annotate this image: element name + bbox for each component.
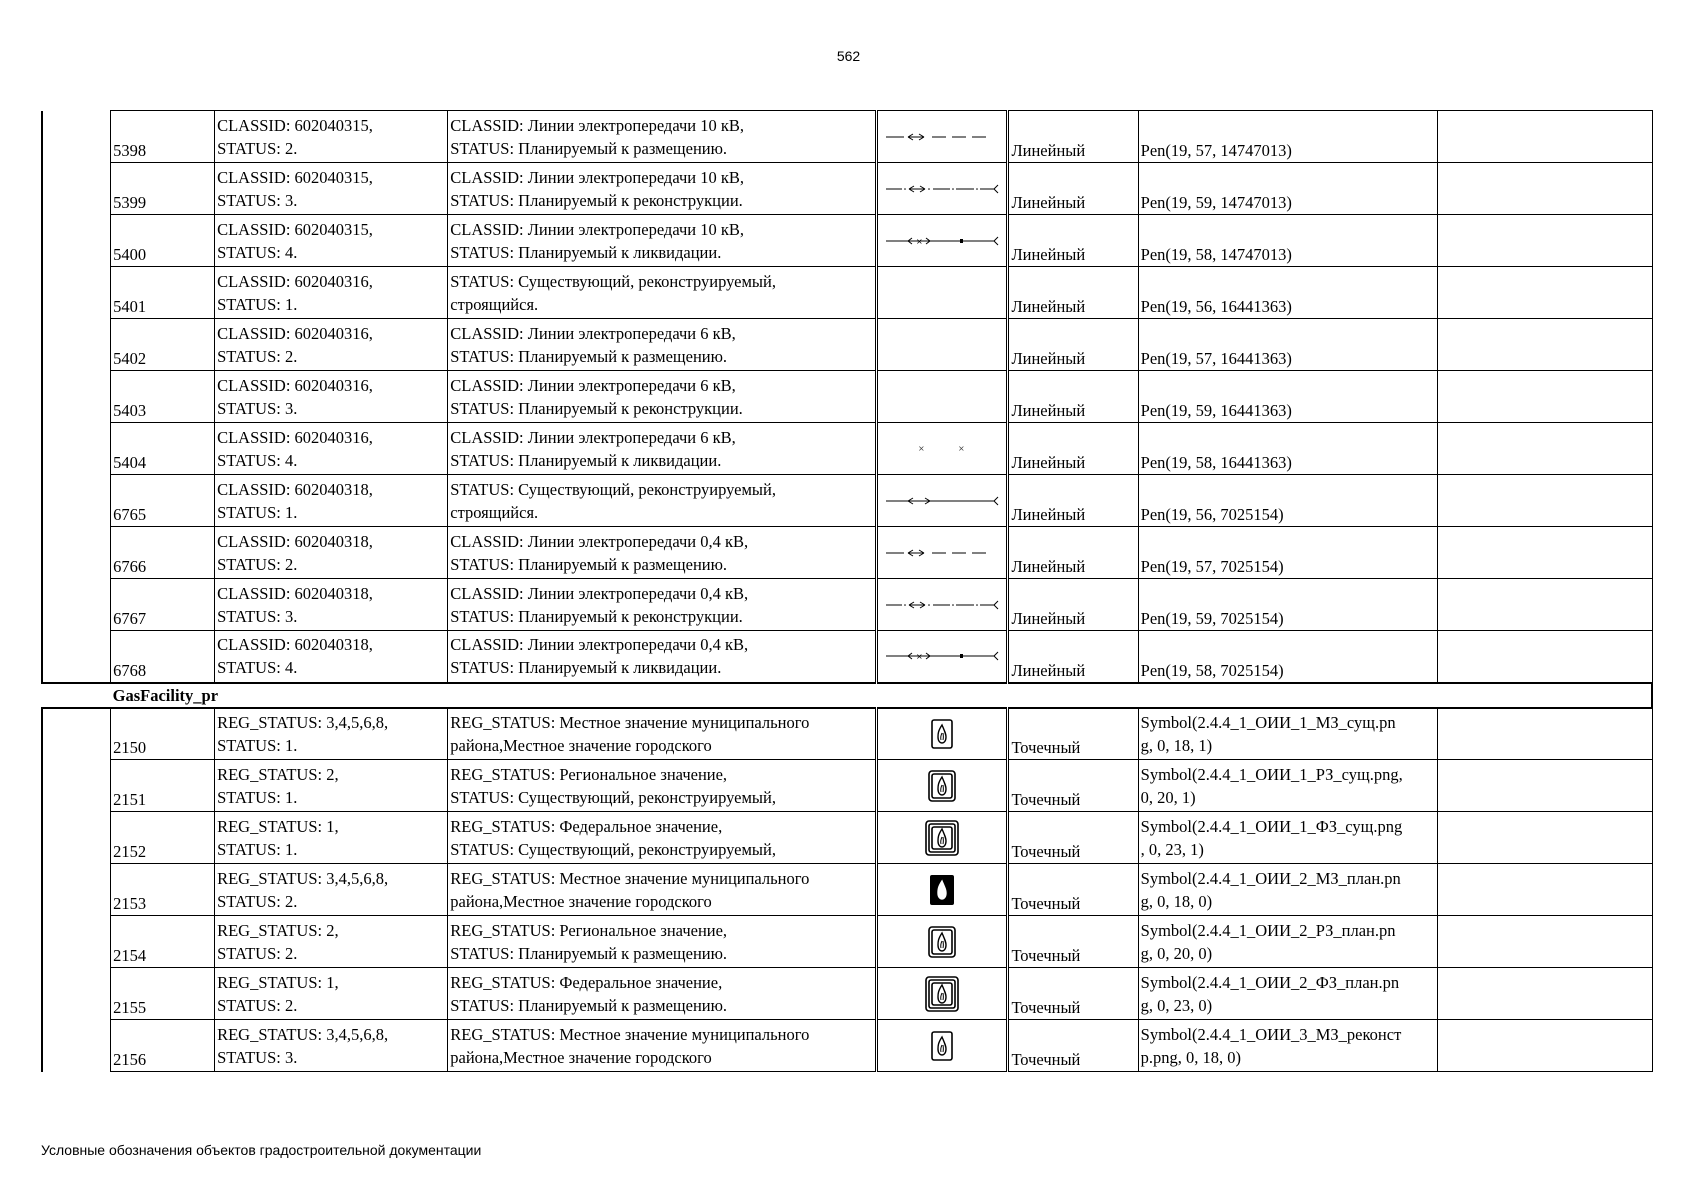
style-definition: Pen(19, 57, 7025154): [1138, 527, 1438, 579]
attribute-description: [448, 267, 877, 319]
extra-cell: [1438, 760, 1652, 812]
geometry-type: Линейный: [1008, 267, 1138, 319]
attribute-description-line1: STATUS: Существующий, реконструируемый,: [450, 271, 776, 291]
table-row: [42, 111, 1652, 163]
attribute-description-line2: STATUS: Планируемый к размещению.: [450, 138, 728, 158]
attribute-code-line1: CLASSID: 602040315,: [217, 115, 373, 135]
attribute-description: [448, 760, 877, 812]
extra-cell: [1438, 631, 1652, 683]
attribute-description-line1: REG_STATUS: Региональное значение,: [450, 764, 728, 784]
style-definition: Pen(19, 59, 7025154): [1138, 579, 1438, 631]
attribute-code-line1: REG_STATUS: 3,4,5,6,8,: [217, 712, 389, 732]
attribute-code: [215, 968, 448, 1020]
style-definition-line2: g, 0, 18, 0): [1140, 891, 1213, 911]
attribute-code: [215, 631, 448, 683]
symbol-cell: [877, 708, 1008, 760]
style-definition: Pen(19, 56, 16441363): [1138, 267, 1438, 319]
attribute-description: [448, 527, 877, 579]
row-gutter: [42, 708, 111, 760]
attribute-code-line2: STATUS: 3.: [217, 606, 298, 626]
row-gutter: [42, 215, 111, 267]
attribute-description-line2: STATUS: Планируемый к размещению.: [450, 995, 728, 1015]
attribute-code-line1: REG_STATUS: 2,: [217, 920, 339, 940]
style-definition: [1138, 812, 1438, 864]
line-reconstruct-icon: [882, 590, 1002, 620]
gas-regional-planned-icon: [922, 922, 962, 962]
gas-federal-planned-icon: [922, 974, 962, 1014]
section-label: GasFacility_pr: [111, 683, 1652, 708]
attribute-code-line2: STATUS: 4.: [217, 658, 298, 678]
section-gutter: [42, 683, 111, 708]
attribute-code-line2: STATUS: 2.: [217, 554, 298, 574]
line-liquidate-icon: [882, 641, 1002, 671]
extra-cell: [1438, 708, 1652, 760]
style-definition-line1: Symbol(2.4.4_1_ОИИ_1_МЗ_сущ.pn: [1140, 712, 1396, 732]
style-definition-line2: р.png, 0, 18, 0): [1140, 1047, 1242, 1067]
attribute-code-line2: STATUS: 1.: [217, 502, 298, 522]
attribute-code-line1: REG_STATUS: 3,4,5,6,8,: [217, 868, 389, 888]
geometry-type: Линейный: [1008, 163, 1138, 215]
attribute-code-line2: STATUS: 2.: [217, 891, 298, 911]
page-footer: Условные обозначения объектов градостроительной документации: [41, 1142, 482, 1158]
table-row: [42, 579, 1652, 631]
attribute-description-line1: CLASSID: Линии электропередачи 0,4 кВ,: [450, 635, 749, 655]
attribute-code-line2: STATUS: 1.: [217, 294, 298, 314]
table-row: [42, 527, 1652, 579]
style-definition-line1: Symbol(2.4.4_1_ОИИ_1_ФЗ_сущ.png: [1140, 816, 1403, 836]
attribute-description: [448, 708, 877, 760]
style-definition: [1138, 864, 1438, 916]
style-definition: Pen(19, 58, 14747013): [1138, 215, 1438, 267]
row-gutter: [42, 371, 111, 423]
style-definition-line1: Symbol(2.4.4_1_ОИИ_1_РЗ_сущ.png,: [1140, 764, 1403, 784]
row-gutter: [42, 812, 111, 864]
symbol-cell: [877, 916, 1008, 968]
style-definition: [1138, 968, 1438, 1020]
attribute-description: [448, 215, 877, 267]
table-row: [42, 1020, 1652, 1072]
extra-cell: [1438, 215, 1652, 267]
attribute-code: [215, 319, 448, 371]
table-row: [42, 760, 1652, 812]
attribute-description: [448, 423, 877, 475]
attribute-code-line1: CLASSID: 602040318,: [217, 583, 373, 603]
attribute-description-line2: STATUS: Планируемый к размещению.: [450, 554, 728, 574]
attribute-description: [448, 864, 877, 916]
symbol-cell: [877, 864, 1008, 916]
object-id: 2156: [111, 1020, 215, 1072]
attribute-code: [215, 864, 448, 916]
symbol-cell: [877, 163, 1008, 215]
row-gutter: [42, 475, 111, 527]
line-reconstruct-icon: [882, 174, 1002, 204]
geometry-type: Линейный: [1008, 423, 1138, 475]
geometry-type: Точечный: [1008, 760, 1138, 812]
attribute-description-line2: района,Местное значение городского: [450, 735, 712, 755]
attribute-code-line2: STATUS: 2.: [217, 346, 298, 366]
extra-cell: [1438, 812, 1652, 864]
geometry-type: Точечный: [1008, 1020, 1138, 1072]
attribute-code-line1: CLASSID: 602040316,: [217, 427, 373, 447]
symbol-cell: [877, 812, 1008, 864]
attribute-code-line1: REG_STATUS: 3,4,5,6,8,: [217, 1024, 389, 1044]
attribute-code-line2: STATUS: 3.: [217, 398, 298, 418]
attribute-code: [215, 423, 448, 475]
geometry-type: Линейный: [1008, 527, 1138, 579]
gas-local-planned-icon: [922, 870, 962, 910]
symbol-cell: [877, 760, 1008, 812]
attribute-code: [215, 475, 448, 527]
attribute-code-line1: REG_STATUS: 2,: [217, 764, 339, 784]
extra-cell: [1438, 111, 1652, 163]
legend-table-container: [41, 110, 1653, 1072]
extra-cell: [1438, 527, 1652, 579]
extra-cell: [1438, 371, 1652, 423]
extra-cell: [1438, 1020, 1652, 1072]
object-id: 6765: [111, 475, 215, 527]
attribute-description-line2: STATUS: Планируемый к ликвидации.: [450, 242, 722, 262]
attribute-code: [215, 1020, 448, 1072]
attribute-code-line1: CLASSID: 602040318,: [217, 635, 373, 655]
attribute-description-line1: CLASSID: Линии электропередачи 0,4 кВ,: [450, 583, 749, 603]
attribute-description-line2: района,Местное значение городского: [450, 891, 712, 911]
row-gutter: [42, 267, 111, 319]
geometry-type: Линейный: [1008, 371, 1138, 423]
table-row: [42, 319, 1652, 371]
style-definition-line2: , 0, 23, 1): [1140, 839, 1204, 859]
svg-text:×: ×: [918, 443, 926, 453]
attribute-description-line1: REG_STATUS: Местное значение муниципального: [450, 1024, 810, 1044]
extra-cell: [1438, 968, 1652, 1020]
attribute-code: [215, 111, 448, 163]
attribute-description-line1: STATUS: Существующий, реконструируемый,: [450, 479, 776, 499]
attribute-description-line1: CLASSID: Линии электропередачи 6 кВ,: [450, 375, 736, 395]
row-gutter: [42, 319, 111, 371]
attribute-description: [448, 163, 877, 215]
line-faint-icon: [882, 434, 1002, 464]
attribute-description: [448, 968, 877, 1020]
attribute-description-line2: STATUS: Планируемый к ликвидации.: [450, 658, 722, 678]
attribute-description-line1: CLASSID: Линии электропередачи 6 кВ,: [450, 427, 736, 447]
object-id: 5401: [111, 267, 215, 319]
attribute-description-line1: REG_STATUS: Местное значение муниципального: [450, 868, 810, 888]
attribute-description-line2: STATUS: Планируемый к размещению.: [450, 346, 728, 366]
row-gutter: [42, 163, 111, 215]
object-id: 6768: [111, 631, 215, 683]
table-row: [42, 916, 1652, 968]
attribute-description-line1: REG_STATUS: Местное значение муниципального: [450, 712, 810, 732]
symbol-cell: [877, 111, 1008, 163]
attribute-description-line1: CLASSID: Линии электропередачи 10 кВ,: [450, 115, 745, 135]
object-id: 2154: [111, 916, 215, 968]
row-gutter: [42, 968, 111, 1020]
style-definition-line2: 0, 20, 1): [1140, 787, 1196, 807]
attribute-description: [448, 631, 877, 683]
style-definition: Pen(19, 57, 14747013): [1138, 111, 1438, 163]
geometry-type: Линейный: [1008, 319, 1138, 371]
style-definition: Pen(19, 58, 7025154): [1138, 631, 1438, 683]
attribute-code: [215, 371, 448, 423]
attribute-code-line2: STATUS: 1.: [217, 787, 298, 807]
attribute-code: [215, 812, 448, 864]
attribute-code-line1: CLASSID: 602040318,: [217, 531, 373, 551]
attribute-description: [448, 475, 877, 527]
geometry-type: Линейный: [1008, 215, 1138, 267]
attribute-description-line2: STATUS: Планируемый к ликвидации.: [450, 450, 722, 470]
attribute-description: [448, 812, 877, 864]
style-definition: Pen(19, 58, 16441363): [1138, 423, 1438, 475]
symbol-cell: [877, 475, 1008, 527]
line-existing-icon: [882, 486, 1002, 516]
table-row: [42, 163, 1652, 215]
attribute-description: [448, 1020, 877, 1072]
style-definition: Pen(19, 59, 14747013): [1138, 163, 1438, 215]
row-gutter: [42, 111, 111, 163]
row-gutter: [42, 579, 111, 631]
object-id: 5398: [111, 111, 215, 163]
attribute-code: [215, 163, 448, 215]
attribute-code-line2: STATUS: 3.: [217, 190, 298, 210]
object-id: 2155: [111, 968, 215, 1020]
table-row: [42, 267, 1652, 319]
extra-cell: [1438, 864, 1652, 916]
style-definition-line2: g, 0, 23, 0): [1140, 995, 1213, 1015]
symbol-cell: [877, 215, 1008, 267]
attribute-code-line2: STATUS: 4.: [217, 242, 298, 262]
gas-regional-existing-icon: [922, 766, 962, 806]
table-row: [42, 812, 1652, 864]
attribute-code: [215, 579, 448, 631]
attribute-code: [215, 760, 448, 812]
geometry-type: Точечный: [1008, 812, 1138, 864]
table-row: [42, 708, 1652, 760]
extra-cell: [1438, 916, 1652, 968]
object-id: 5399: [111, 163, 215, 215]
table-row: [42, 631, 1652, 683]
attribute-description-line2: строящийся.: [450, 502, 539, 522]
symbol-cell: [877, 267, 1008, 319]
style-definition-line1: Symbol(2.4.4_1_ОИИ_2_РЗ_план.pn: [1140, 920, 1396, 940]
line-liquidate-icon: [882, 226, 1002, 256]
object-id: 5402: [111, 319, 215, 371]
attribute-code: [215, 708, 448, 760]
attribute-code-line2: STATUS: 4.: [217, 450, 298, 470]
row-gutter: [42, 631, 111, 683]
row-gutter: [42, 423, 111, 475]
object-id: 5403: [111, 371, 215, 423]
attribute-description-line2: района,Местное значение городского: [450, 1047, 712, 1067]
symbol-cell: [877, 319, 1008, 371]
attribute-description: [448, 579, 877, 631]
attribute-description-line2: STATUS: Существующий, реконструируемый,: [450, 839, 776, 859]
geometry-type: Линейный: [1008, 475, 1138, 527]
geometry-type: Линейный: [1008, 579, 1138, 631]
attribute-description-line2: STATUS: Планируемый к реконструкции.: [450, 606, 743, 626]
geometry-type: Точечный: [1008, 708, 1138, 760]
extra-cell: [1438, 579, 1652, 631]
attribute-description-line2: STATUS: Планируемый к реконструкции.: [450, 398, 743, 418]
attribute-description-line1: CLASSID: Линии электропередачи 6 кВ,: [450, 323, 736, 343]
attribute-description-line1: REG_STATUS: Федеральное значение,: [450, 972, 723, 992]
style-definition: Pen(19, 59, 16441363): [1138, 371, 1438, 423]
geometry-type: Точечный: [1008, 916, 1138, 968]
extra-cell: [1438, 319, 1652, 371]
row-gutter: [42, 527, 111, 579]
table-row: [42, 423, 1652, 475]
attribute-code: [215, 267, 448, 319]
gas-local-reconstruct-icon: [922, 1026, 962, 1066]
style-definition: [1138, 708, 1438, 760]
attribute-code-line1: CLASSID: 602040316,: [217, 375, 373, 395]
row-gutter: [42, 1020, 111, 1072]
object-id: 2150: [111, 708, 215, 760]
gas-federal-existing-icon: [922, 818, 962, 858]
row-gutter: [42, 760, 111, 812]
attribute-code-line1: CLASSID: 602040316,: [217, 323, 373, 343]
attribute-description: [448, 111, 877, 163]
object-id: 6767: [111, 579, 215, 631]
line-planned-icon: [882, 538, 1002, 568]
legend-table: [41, 110, 1653, 1072]
symbol-cell: [877, 579, 1008, 631]
attribute-code-line2: STATUS: 2.: [217, 943, 298, 963]
svg-text:×: ×: [958, 443, 966, 453]
table-row: [42, 968, 1652, 1020]
style-definition-line1: Symbol(2.4.4_1_ОИИ_2_ФЗ_план.pn: [1140, 972, 1400, 992]
object-id: 5404: [111, 423, 215, 475]
section-row: [42, 683, 1652, 708]
table-row: [42, 864, 1652, 916]
attribute-code: [215, 527, 448, 579]
style-definition-line2: g, 0, 20, 0): [1140, 943, 1213, 963]
symbol-cell: [877, 968, 1008, 1020]
geometry-type: Линейный: [1008, 631, 1138, 683]
attribute-description-line2: строящийся.: [450, 294, 539, 314]
style-definition: [1138, 760, 1438, 812]
table-row: [42, 215, 1652, 267]
table-row: [42, 371, 1652, 423]
svg-text:×: ×: [916, 652, 924, 662]
svg-text:×: ×: [916, 236, 924, 246]
geometry-type: Точечный: [1008, 864, 1138, 916]
attribute-code: [215, 215, 448, 267]
style-definition: Pen(19, 57, 16441363): [1138, 319, 1438, 371]
attribute-code-line1: CLASSID: 602040318,: [217, 479, 373, 499]
attribute-description-line2: STATUS: Планируемый к реконструкции.: [450, 190, 743, 210]
style-definition-line1: Symbol(2.4.4_1_ОИИ_3_МЗ_реконст: [1140, 1024, 1402, 1044]
geometry-type: Точечный: [1008, 968, 1138, 1020]
attribute-code-line1: CLASSID: 602040315,: [217, 219, 373, 239]
symbol-cell: [877, 1020, 1008, 1072]
table-row: [42, 475, 1652, 527]
style-definition: Pen(19, 56, 7025154): [1138, 475, 1438, 527]
style-definition-line1: Symbol(2.4.4_1_ОИИ_2_МЗ_план.pn: [1140, 868, 1401, 888]
legend-table-body: [42, 111, 1652, 1072]
attribute-description-line2: STATUS: Планируемый к размещению.: [450, 943, 728, 963]
attribute-description-line1: REG_STATUS: Региональное значение,: [450, 920, 728, 940]
attribute-description: [448, 319, 877, 371]
row-gutter: [42, 864, 111, 916]
attribute-description-line1: REG_STATUS: Федеральное значение,: [450, 816, 723, 836]
extra-cell: [1438, 423, 1652, 475]
attribute-code-line2: STATUS: 1.: [217, 735, 298, 755]
attribute-code-line2: STATUS: 3.: [217, 1047, 298, 1067]
attribute-code-line1: REG_STATUS: 1,: [217, 816, 339, 836]
symbol-cell: [877, 371, 1008, 423]
object-id: 2153: [111, 864, 215, 916]
extra-cell: [1438, 163, 1652, 215]
attribute-code-line2: STATUS: 2.: [217, 138, 298, 158]
attribute-description: [448, 916, 877, 968]
attribute-code-line2: STATUS: 1.: [217, 839, 298, 859]
style-definition-line2: g, 0, 18, 1): [1140, 735, 1213, 755]
attribute-description: [448, 371, 877, 423]
attribute-code-line1: CLASSID: 602040316,: [217, 271, 373, 291]
object-id: 2151: [111, 760, 215, 812]
attribute-description-line2: STATUS: Существующий, реконструируемый,: [450, 787, 776, 807]
attribute-description-line1: CLASSID: Линии электропередачи 10 кВ,: [450, 219, 745, 239]
symbol-cell: [877, 527, 1008, 579]
page-number: 562: [836, 48, 861, 64]
object-id: 2152: [111, 812, 215, 864]
line-planned-icon: [882, 122, 1002, 152]
style-definition: [1138, 1020, 1438, 1072]
attribute-description-line1: CLASSID: Линии электропередачи 0,4 кВ,: [450, 531, 749, 551]
attribute-code: [215, 916, 448, 968]
gas-local-existing-icon: [922, 714, 962, 754]
attribute-code-line1: REG_STATUS: 1,: [217, 972, 339, 992]
symbol-cell: [877, 423, 1008, 475]
geometry-type: Линейный: [1008, 111, 1138, 163]
attribute-description-line1: CLASSID: Линии электропередачи 10 кВ,: [450, 167, 745, 187]
extra-cell: [1438, 267, 1652, 319]
object-id: 6766: [111, 527, 215, 579]
attribute-code-line1: CLASSID: 602040315,: [217, 167, 373, 187]
style-definition: [1138, 916, 1438, 968]
object-id: 5400: [111, 215, 215, 267]
row-gutter: [42, 916, 111, 968]
extra-cell: [1438, 475, 1652, 527]
attribute-code-line2: STATUS: 2.: [217, 995, 298, 1015]
symbol-cell: [877, 631, 1008, 683]
